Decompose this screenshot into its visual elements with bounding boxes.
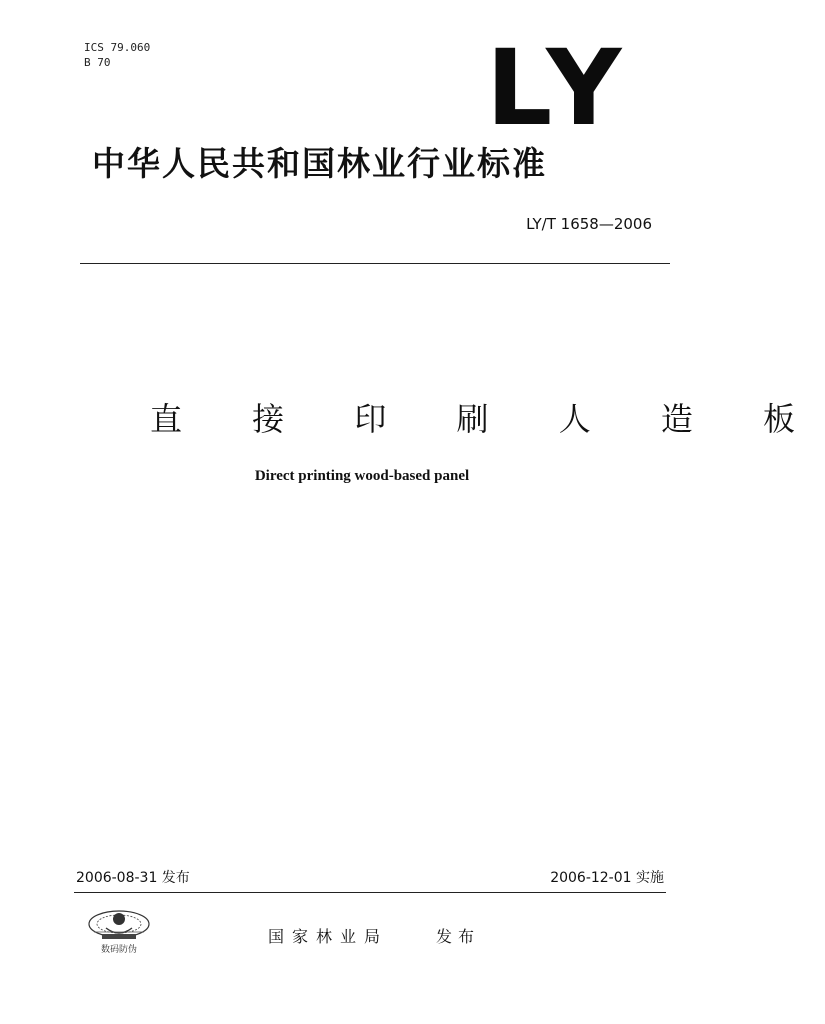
document-title-cn: 直 接 印 刷 人 造 板	[150, 400, 825, 438]
emblem-text: 数码防伪	[100, 945, 138, 955]
bottom-divider	[74, 892, 666, 893]
publish-label: 发布	[436, 927, 481, 946]
standard-title: 中华人民共和国林业行业标准	[92, 144, 547, 183]
ics-code: ICS 79.060	[84, 41, 151, 54]
issue-date: 2006-08-31 发布	[76, 870, 190, 886]
document-title-en: Direct printing wood-based panel	[254, 468, 470, 484]
publisher-name: 国家林业局	[268, 927, 389, 946]
effective-date: 2006-12-01 实施	[550, 870, 664, 886]
class-code: B 70	[84, 56, 111, 69]
anti-counterfeit-emblem-icon	[84, 902, 154, 956]
standard-number: LY/T 1658—2006	[526, 215, 652, 233]
ly-logo: LY	[486, 27, 632, 149]
top-divider	[80, 263, 670, 264]
classification-codes	[84, 40, 150, 70]
